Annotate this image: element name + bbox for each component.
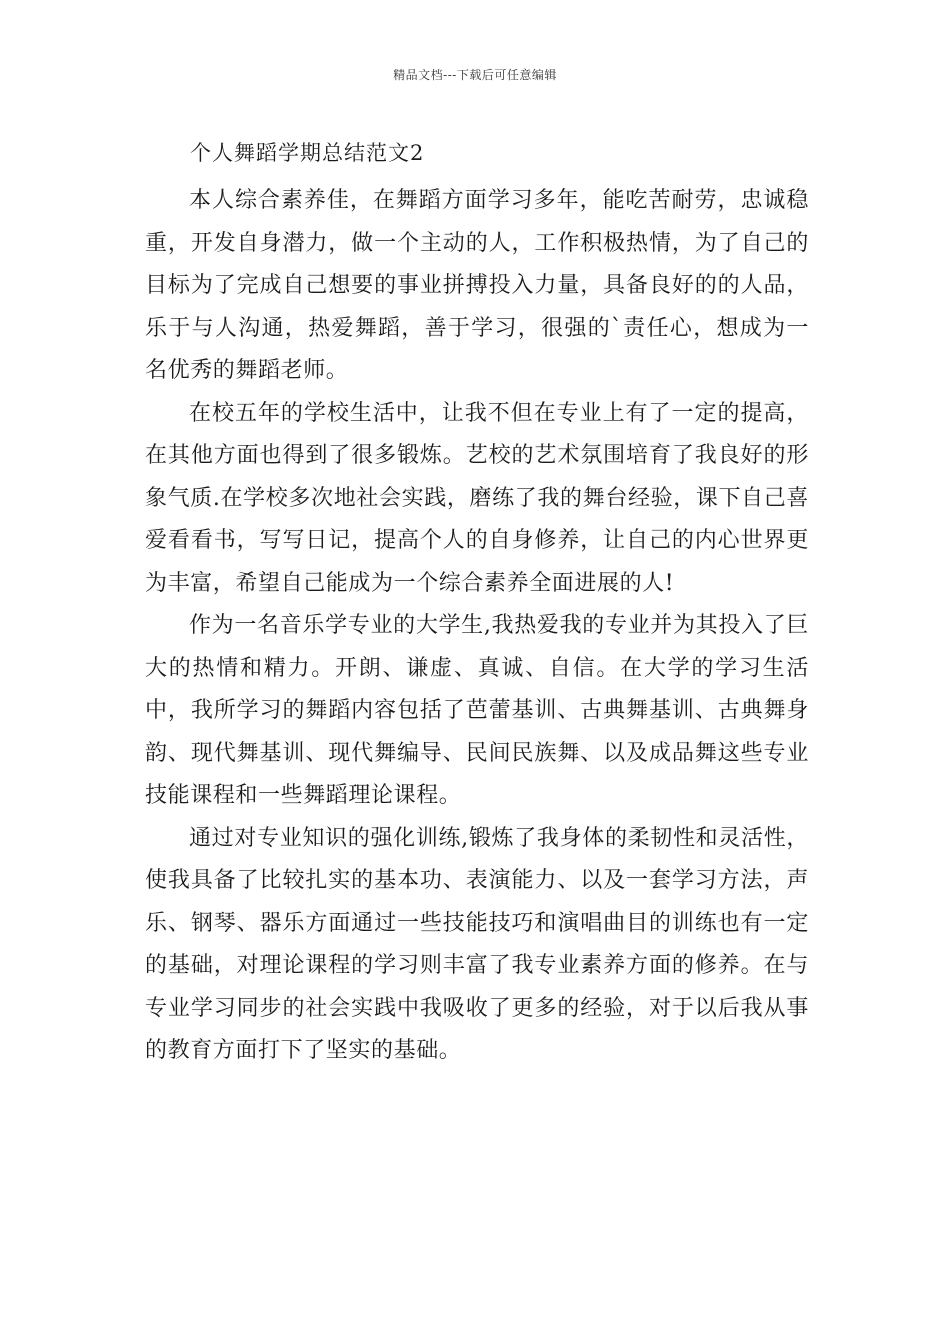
paragraph-4: 通过对专业知识的强化训练,锻炼了我身体的柔韧性和灵活性，使我具备了比较扎实的基本功、表演能力、以及一套学习方法，声乐、钢琴、器乐方面通过一些技能技巧和演唱曲目的训练也有一定的基础，对理论课程的学习则丰富了我专业素养方面的修养。在与专业学习同步的社会实践中我吸收了更多的经验，对于以后我从事的教育方面打下了坚实的基础。 [145, 825, 809, 1063]
paragraph-1: 本人综合素养佳，在舞蹈方面学习多年，能吃苦耐劳，忠诚稳重，开发自身潜力，做一个主动的人，工作积极热情，为了自己的目标为了完成自己想要的事业拼搏投入力量，具备良好的的人品，乐于与人沟通，热爱舞蹈，善于学习，很强的`责任心，想成为一名优秀的舞蹈老师。 [145, 188, 809, 383]
paragraph-3: 作为一名音乐学专业的大学生,我热爱我的专业并为其投入了巨大的热情和精力。开朗、谦虚、真诚、自信。在大学的学习生活中，我所学习的舞蹈内容包括了芭蕾基训、古典舞基训、古典舞身韵、现代舞基训、现代舞编导、民间民族舞、以及成品舞这些专业技能课程和一些舞蹈理论课程。 [145, 613, 809, 808]
document-body [145, 180, 809, 1073]
header-note: 精品文档---下载后可任意编辑 [393, 68, 557, 82]
document-title: 个人舞蹈学期总结范文2 [190, 141, 425, 165]
paragraph-2: 在校五年的学校生活中，让我不但在专业上有了一定的提高，在其他方面也得到了很多锻炼。艺校的艺术氛围培育了我良好的形象气质.在学校多次地社会实践，磨练了我的舞台经验，课下自己喜爱看看书，写写日记，提高个人的自身修养，让自己的内心世界更为丰富，希望自己能成为一个综合素养全面进展的人! [145, 400, 809, 596]
